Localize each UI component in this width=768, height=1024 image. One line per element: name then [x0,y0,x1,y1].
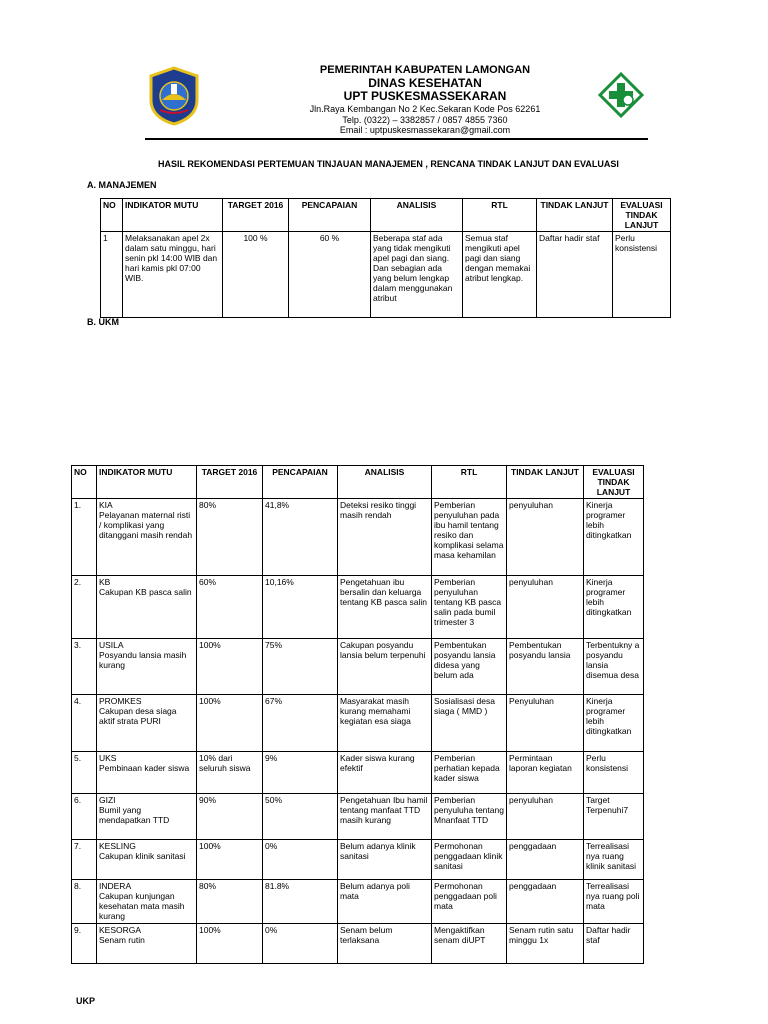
table-cell: Permohonan penggadaan klinik sanitasi [432,840,507,880]
table-cell: Terrealisasi nya ruang poli mata [584,880,644,924]
table-cell: 100% [197,924,263,964]
table-cell: INDERA Cakupan kunjungan kesehatan mata masih kurang [97,880,197,924]
table-cell: Senam belum terlaksana [338,924,432,964]
table-cell: 4. [72,695,97,752]
table-cell: Melaksanakan apel 2x dalam satu minggu, hari senin pkl 14:00 WIB dan hari kamis pkl 07:00 WIB. [123,232,223,318]
table-row [72,794,644,840]
table-cell: 10,16% [263,576,338,639]
table-cell: 81.8% [263,880,338,924]
table-cell: 8. [72,880,97,924]
table-cell: Pemberian penyuluhan pada ibu hamil tentang resiko dan komplikasi selama masa kehamilan [432,499,507,576]
column-header: RTL [432,466,507,499]
column-header: PENCAPAIAN [263,466,338,499]
table-cell: 9. [72,924,97,964]
table-cell: Permohonan penggadaan poli mata [432,880,507,924]
table-cell: 90% [197,794,263,840]
table-cell: penyuluhan [507,499,584,576]
table-row [72,880,644,924]
table-cell: penyuluhan [507,576,584,639]
table-cell: Terrealisasi nya ruang klinik sanitasi [584,840,644,880]
table-cell: 60 % [289,232,371,318]
table-cell: 3. [72,639,97,695]
table-row [72,924,644,964]
table-row [72,576,644,639]
letterhead-government: PEMERINTAH KABUPATEN LAMONGAN [319,64,531,76]
table-cell: 1 [101,232,123,318]
table-cell: 6. [72,794,97,840]
column-header: TINDAK LANJUT [507,466,584,499]
table-cell: 10% dari seluruh siswa [197,752,263,794]
column-header: RTL [463,199,537,232]
table-cell: KESLING Cakupan klinik sanitasi [97,840,197,880]
section-b-heading: B. UKM [87,317,119,327]
column-header: NO [101,199,123,232]
table-cell: penggadaan [507,840,584,880]
table-cell: 5. [72,752,97,794]
table-row [72,752,644,794]
letterhead-phone: Telp. (0322) – 3382857 / 0857 4855 7360 [342,115,508,125]
table-cell: 50% [263,794,338,840]
table-cell: 0% [263,840,338,880]
column-header: EVALUASI TINDAK LANJUT [613,199,671,232]
letterhead-institution: UPT PUSKESMASSEKARAN [343,89,507,103]
table-cell: Belum adanya poli mata [338,880,432,924]
table-cell: KB Cakupan KB pasca salin [97,576,197,639]
table-cell: Pemberian perhatian kepada kader siswa [432,752,507,794]
table-cell: penyuluhan [507,794,584,840]
table-cell: 100% [197,639,263,695]
table-cell: USILA Posyandu lansia masih kurang [97,639,197,695]
table-cell: 1. [72,499,97,576]
table-cell: Daftar hadir staf [537,232,613,318]
table-row [72,499,644,576]
table-cell: 67% [263,695,338,752]
table-cell: Masyarakat masih kurang memahami kegiatan esa siaga [338,695,432,752]
table-cell: Pengetahuan Ibu hamil tentang manfaat TTD masih kurang [338,794,432,840]
table-cell: 80% [197,499,263,576]
table-cell: Kinerja programer lebih ditingkatkan [584,695,644,752]
table-cell: Kinerja programer lebih ditingkatkan [584,576,644,639]
table-cell: Perlu konsistensi [613,232,671,318]
table-cell: Pembentukan posyandu lansia didesa yang belum ada [432,639,507,695]
ukm-table-header [72,466,644,499]
letterhead-email: Email : uptpuskesmassekaran@gmail.com [339,125,511,135]
table-cell: Pemberian penyuluhan tentang KB pasca salin pada bumil trimester 3 [432,576,507,639]
letterhead-address: Jln.Raya Kembangan No 2 Kec.Sekaran Kode Pos 62261 [309,104,541,114]
table-cell: penggadaan [507,880,584,924]
table-cell: Sosialisasi desa siaga ( MMD ) [432,695,507,752]
column-header: ANALISIS [338,466,432,499]
table-cell: Target Terpenuhi7 [584,794,644,840]
table-cell: Perlu konsistensi [584,752,644,794]
table-cell: 80% [197,880,263,924]
table-cell: 9% [263,752,338,794]
table-cell: 0% [263,924,338,964]
table-cell: 100% [197,840,263,880]
table-cell: 2. [72,576,97,639]
column-header: INDIKATOR MUTU [123,199,223,232]
table-cell: Pengetahuan ibu bersalin dan keluarga tentang KB pasca salin [338,576,432,639]
table-cell: Cakupan posyandu lansia belum terpenuhi [338,639,432,695]
table-row [72,840,644,880]
column-header: EVALUASI TINDAK LANJUT [584,466,644,499]
table-row [72,695,644,752]
table-cell: Mengaktifkan senam diUPT [432,924,507,964]
table-cell: GIZI Bumil yang mendapatkan TTD [97,794,197,840]
section-a-heading: A. MANAJEMEN [87,180,157,190]
document-title: HASIL REKOMENDASI PERTEMUAN TINJAUAN MANAJEMEN , RENCANA TINDAK LANJUT DAN EVALUASI [158,159,619,169]
column-header: PENCAPAIAN [289,199,371,232]
table-cell: Beberapa staf ada yang tidak mengikuti apel pagi dan siang. Dan sebagian ada yang belum lengkap dalam menggunakan atribut [371,232,463,318]
table-cell: Kinerja programer lebih ditingkatkan [584,499,644,576]
column-header: TARGET 2016 [197,466,263,499]
table-cell: Terbentukny a posyandu lansia disemua desa [584,639,644,695]
table-cell: PROMKES Cakupan desa siaga aktif strata PURI [97,695,197,752]
column-header: INDIKATOR MUTU [97,466,197,499]
column-header: TARGET 2016 [223,199,289,232]
table-cell: 7. [72,840,97,880]
table-cell: 75% [263,639,338,695]
table-cell: Pembentukan posyandu lansia [507,639,584,695]
table-cell: 60% [197,576,263,639]
ukm-table-body [72,499,644,964]
column-header: TINDAK LANJUT [537,199,613,232]
column-header: NO [72,466,97,499]
table-cell: 41,8% [263,499,338,576]
table-cell: 100 % [223,232,289,318]
table-cell: 100% [197,695,263,752]
table-cell: Permintaan laporan kegiatan [507,752,584,794]
letterhead-office: DINAS KESEHATAN [368,76,482,90]
column-header: ANALISIS [371,199,463,232]
section-ukp-heading: UKP [76,996,96,1006]
table-cell: Penyuluhan [507,695,584,752]
table-cell: KIA Pelayanan maternal risti / komplikasi yang ditanggani masih rendah [97,499,197,576]
table-cell: Semua staf mengikuti apel pagi dan siang dengan memakai atribut lengkap. [463,232,537,318]
table-cell: Deteksi resiko tinggi masih rendah [338,499,432,576]
table-cell: Belum adanya klinik sanitasi [338,840,432,880]
table-cell: Kader siswa kurang efektif [338,752,432,794]
table-row [72,639,644,695]
table-cell: Senam rutin satu minggu 1x [507,924,584,964]
ukm-table [71,465,644,964]
table-cell: Daftar hadir staf [584,924,644,964]
table-cell: UKS Pembinaan kader siswa [97,752,197,794]
table-cell: KESORGA Senam rutin [97,924,197,964]
table-cell: Pemberian penyuluha tentang Mnanfaat TTD [432,794,507,840]
